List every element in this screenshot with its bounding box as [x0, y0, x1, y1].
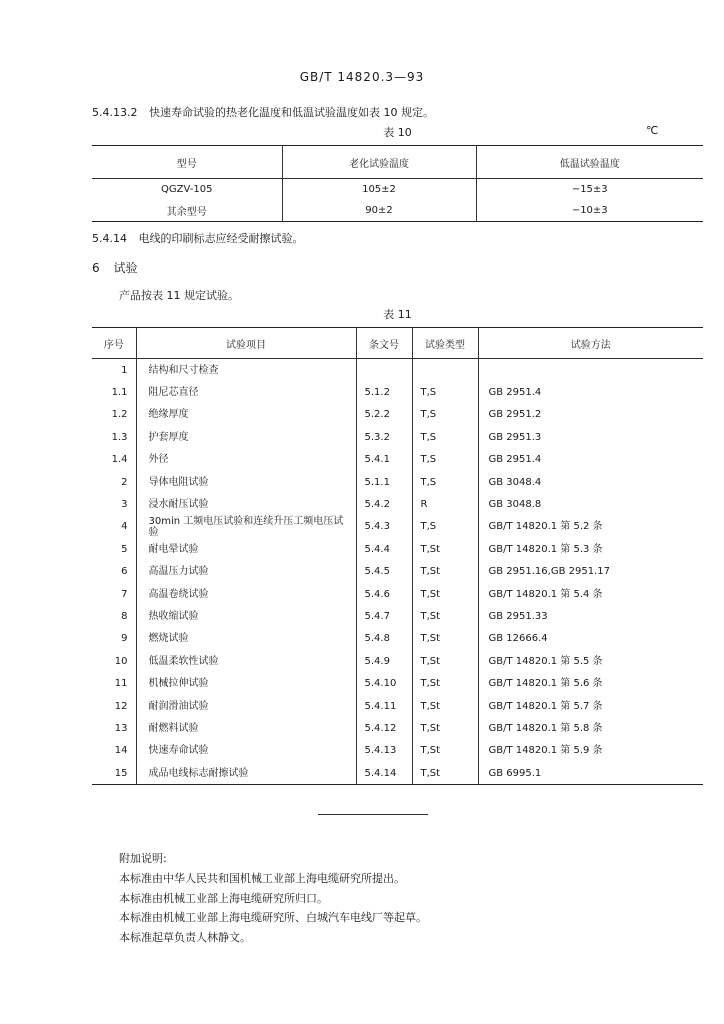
table-cell: T,St — [412, 650, 478, 672]
table-row — [92, 583, 703, 605]
section-6-intro: 产品按表 11 规定试验。 — [119, 289, 239, 302]
table-cell: 5 — [121, 543, 128, 555]
table-cell: T,St — [412, 672, 478, 694]
table-cell: R — [412, 493, 478, 515]
table-cell: 成品电线标志耐擦试验 — [136, 762, 356, 785]
table-cell: T,S — [412, 471, 478, 493]
table-cell — [412, 359, 478, 382]
note-line: 本标准由机械工业部上海电缆研究所、白城汽车电线厂等起草。 — [119, 911, 427, 924]
table-row — [92, 695, 703, 717]
table-cell: 5.4.13 — [356, 740, 412, 762]
table-cell — [478, 359, 703, 382]
table-cell: 7 — [121, 588, 128, 600]
table-cell: 1.1 — [111, 387, 128, 399]
table-row — [92, 200, 703, 222]
table-cell: 燃烧试验 — [136, 628, 356, 650]
table-header-cell: 序号 — [92, 328, 136, 359]
notes-title: 附加说明: — [119, 852, 167, 865]
table-cell: GB/T 14820.1 第 5.9 条 — [478, 740, 703, 762]
table-cell: QGZV-105 — [161, 184, 213, 195]
table-cell: T,S — [412, 516, 478, 538]
clause-text: 快速寿命试验的热老化温度和低温试验温度如表 10 规定。 — [148, 106, 434, 119]
table-cell: T,S — [412, 404, 478, 426]
table-cell: 1 — [121, 364, 128, 376]
table-row — [92, 516, 703, 538]
table10-caption: 表 10 — [383, 126, 412, 139]
table-header-cell: 试验项目 — [136, 328, 356, 359]
table-cell: 11 — [114, 678, 128, 690]
table10-unit: ℃ — [646, 124, 659, 137]
table-cell: 1.2 — [111, 409, 128, 421]
table-cell: 结构和尺寸检查 — [136, 359, 356, 382]
table-cell: GB 3048.8 — [478, 493, 703, 515]
table-cell: GB 12666.4 — [478, 628, 703, 650]
table-cell: 15 — [114, 767, 128, 779]
note-line: 本标准由中华人民共和国机械工业部上海电缆研究所提出。 — [119, 872, 405, 885]
table-cell: GB 2951.33 — [478, 605, 703, 627]
table-header-row — [92, 328, 703, 359]
table-header-cell: 低温试验温度 — [476, 146, 703, 179]
clause-5-4-14 — [92, 230, 304, 246]
table-cell: 5.4.7 — [356, 605, 412, 627]
table-cell: 8 — [121, 610, 128, 622]
table-cell: GB/T 14820.1 第 5.5 条 — [478, 650, 703, 672]
table-header-cell: 试验类型 — [412, 328, 478, 359]
table-cell: 14 — [114, 745, 128, 757]
table-row — [92, 404, 703, 426]
table-cell: T,S — [412, 381, 478, 403]
table-cell: 5.4.14 — [356, 762, 412, 785]
clause-text: 电线的印刷标志应经受耐擦试验。 — [138, 232, 304, 245]
table-row — [92, 717, 703, 739]
table-cell: 10 — [114, 655, 128, 667]
table-cell: 5.1.2 — [356, 381, 412, 403]
standard-number-header: GB/T 14820.3—93 — [299, 70, 425, 84]
table-cell: 3 — [121, 499, 128, 511]
table-cell: −10±3 — [476, 200, 703, 222]
table-cell: GB/T 14820.1 第 5.8 条 — [478, 717, 703, 739]
table-cell: 4 — [121, 521, 128, 533]
table-cell: 高温卷绕试验 — [136, 583, 356, 605]
table-cell: 5.1.1 — [356, 471, 412, 493]
table-cell: 高温压力试验 — [136, 561, 356, 583]
table-cell: 5.4.11 — [356, 695, 412, 717]
table-cell: 5.4.4 — [356, 538, 412, 560]
table-header-cell: 老化试验温度 — [282, 146, 476, 179]
table-cell: 阻尼芯直径 — [136, 381, 356, 403]
table-cell: T,St — [412, 561, 478, 583]
table-cell: GB/T 14820.1 第 5.4 条 — [478, 583, 703, 605]
table-cell: 机械拉伸试验 — [136, 672, 356, 694]
table-cell: GB 2951.16,GB 2951.17 — [478, 561, 703, 583]
table-row — [92, 449, 703, 471]
section-title: 试验 — [113, 261, 138, 275]
table-cell: 绝缘厚度 — [136, 404, 356, 426]
table-cell: T,St — [412, 762, 478, 785]
table-row — [92, 740, 703, 762]
table-header-cell: 条文号 — [356, 328, 412, 359]
table-cell: GB 2951.2 — [478, 404, 703, 426]
table-cell: 9 — [121, 633, 128, 645]
table-cell: T,St — [412, 583, 478, 605]
table-cell: 5.2.2 — [356, 404, 412, 426]
table-header-cell: 型号 — [92, 146, 282, 179]
table-cell: 5.4.8 — [356, 628, 412, 650]
table-cell — [356, 359, 412, 382]
table-cell: T,St — [412, 695, 478, 717]
table-row — [92, 426, 703, 448]
section-6-heading — [92, 259, 137, 276]
table-header-cell: 试验方法 — [478, 328, 703, 359]
table-row — [92, 561, 703, 583]
table-cell: T,St — [412, 538, 478, 560]
table-cell: −15±3 — [476, 179, 703, 201]
table-cell: 1.3 — [111, 431, 128, 443]
table-row — [92, 538, 703, 560]
clause-5-4-13-2 — [92, 104, 434, 120]
table-cell: 5.4.6 — [356, 583, 412, 605]
table-cell: 热收缩试验 — [136, 605, 356, 627]
table-cell: 外径 — [136, 449, 356, 471]
table-cell: 5.4.1 — [356, 449, 412, 471]
table-cell: 护套厚度 — [136, 426, 356, 448]
table-row — [92, 605, 703, 627]
table-cell: 低温柔软性试验 — [136, 650, 356, 672]
table-row — [92, 493, 703, 515]
clause-number: 5.4.14 — [92, 232, 127, 245]
table-cell: GB/T 14820.1 第 5.6 条 — [478, 672, 703, 694]
note-line: 本标准起草负责人林静文。 — [119, 931, 251, 944]
table-cell: 5.4.2 — [356, 493, 412, 515]
table-cell: 105±2 — [282, 179, 476, 201]
table-cell: 5.4.9 — [356, 650, 412, 672]
table-cell: T,S — [412, 426, 478, 448]
table-row — [92, 179, 703, 201]
table-cell: 13 — [114, 722, 128, 734]
table11-body — [92, 359, 703, 785]
table-cell: GB/T 14820.1 第 5.2 条 — [478, 516, 703, 538]
table-cell: 30min 工频电压试验和连续升压工频电压试验 — [136, 516, 356, 538]
table-row — [92, 650, 703, 672]
table-cell: GB/T 14820.1 第 5.3 条 — [478, 538, 703, 560]
table11 — [92, 327, 703, 785]
table-cell: 6 — [121, 566, 128, 578]
table-cell: GB 3048.4 — [478, 471, 703, 493]
table-cell: GB 2951.4 — [478, 449, 703, 471]
table-cell: 其余型号 — [166, 207, 207, 218]
table-cell: 90±2 — [282, 200, 476, 222]
table-row — [92, 762, 703, 785]
table-cell: T,St — [412, 605, 478, 627]
table-cell: GB/T 14820.1 第 5.7 条 — [478, 695, 703, 717]
table-cell: 浸水耐压试验 — [136, 493, 356, 515]
table-cell: 5.4.5 — [356, 561, 412, 583]
table-cell: 12 — [114, 700, 128, 712]
table-header-row — [92, 146, 703, 179]
table-cell: 1.4 — [111, 454, 128, 466]
table-cell: 5.3.2 — [356, 426, 412, 448]
table-cell: 耐电晕试验 — [136, 538, 356, 560]
table-row — [92, 628, 703, 650]
table-cell: 耐燃料试验 — [136, 717, 356, 739]
table10 — [92, 145, 703, 222]
table-cell: 5.4.3 — [356, 516, 412, 538]
table-cell: 5.4.10 — [356, 672, 412, 694]
table-cell: T,St — [412, 717, 478, 739]
table-cell: T,S — [412, 449, 478, 471]
table-row — [92, 672, 703, 694]
table-row — [92, 359, 703, 382]
divider-line — [318, 814, 428, 815]
table-cell: 快速寿命试验 — [136, 740, 356, 762]
table-cell: 5.4.12 — [356, 717, 412, 739]
table-cell: T,St — [412, 628, 478, 650]
table-cell: 2 — [121, 476, 128, 488]
section-number: 6 — [92, 261, 100, 275]
table-cell: 耐润滑油试验 — [136, 695, 356, 717]
table-row — [92, 381, 703, 403]
table-row — [92, 471, 703, 493]
table-cell: 导体电阻试验 — [136, 471, 356, 493]
table-cell: T,St — [412, 740, 478, 762]
table11-caption: 表 11 — [383, 308, 412, 321]
note-line: 本标准由机械工业部上海电缆研究所归口。 — [119, 892, 328, 905]
table-cell: GB 6995.1 — [478, 762, 703, 785]
table-cell: GB 2951.3 — [478, 426, 703, 448]
table-cell: GB 2951.4 — [478, 381, 703, 403]
clause-number: 5.4.13.2 — [92, 106, 138, 119]
